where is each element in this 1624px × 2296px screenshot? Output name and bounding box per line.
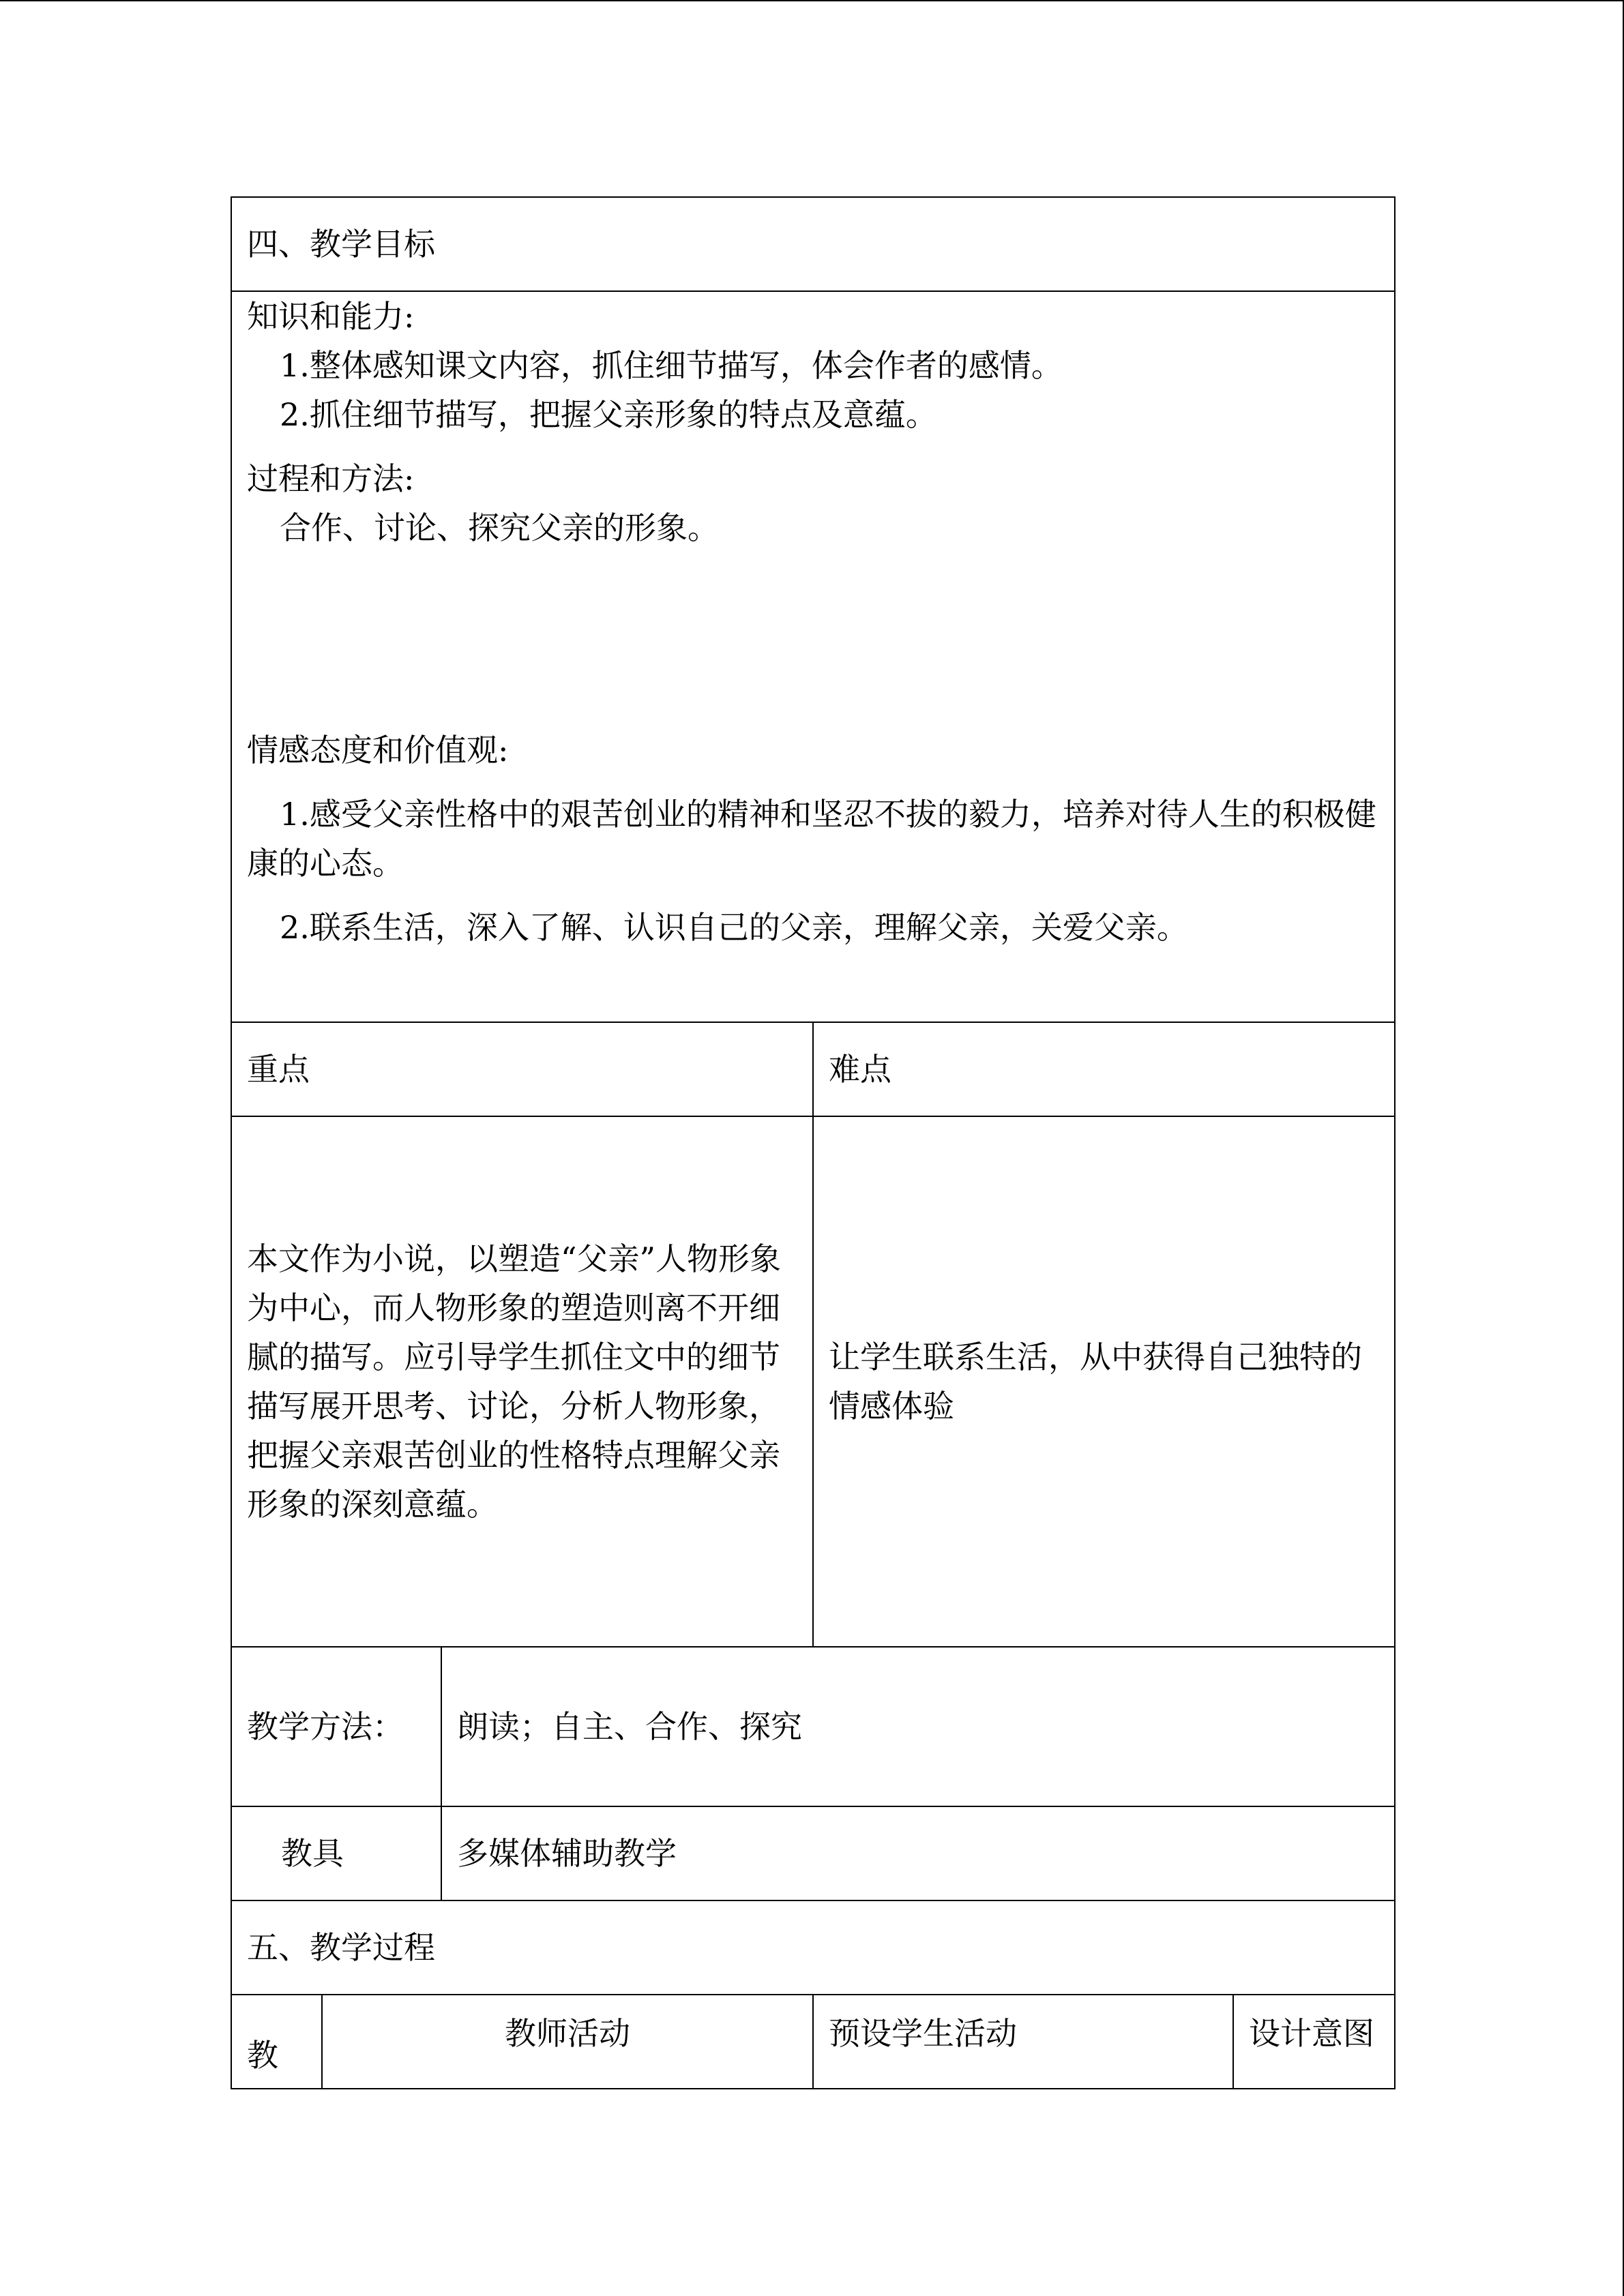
process-item-1: 合作、讨论、探究父亲的形象。 bbox=[280, 509, 719, 546]
lesson-plan-table bbox=[231, 196, 1396, 2089]
focus-text: 本文作为小说，以塑造“父亲”人物形象为中心，而人物形象的塑造则离不开细腻的描写。应引导学生抓住文中的细节描写展开思考、讨论，分析人物形象，把握父亲艰苦创业的性格特点理解父亲形象的深刻意蕴。 bbox=[231, 1116, 813, 1647]
difficulty-header: 难点 bbox=[813, 1022, 1395, 1116]
process-col-3-header: 预设学生活动 bbox=[813, 1995, 1233, 2089]
knowledge-item-1: 1.整体感知课文内容，抓住细节描写，体会作者的感情。 bbox=[280, 347, 1063, 384]
section-4-title: 四、教学目标 bbox=[231, 197, 1395, 291]
difficulty-text: 让学生联系生活，从中获得自己独特的情感体验 bbox=[813, 1116, 1395, 1647]
process-col-2-header: 教师活动 bbox=[322, 1995, 813, 2089]
teaching-tools-value: 多媒体辅助教学 bbox=[441, 1806, 1395, 1900]
knowledge-label: 知识和能力: bbox=[247, 298, 415, 335]
teaching-method-value: 朗读；自主、合作、探究 bbox=[441, 1647, 1395, 1806]
teaching-tools-label: 教具 bbox=[231, 1806, 441, 1900]
teaching-method-label: 教学方法： bbox=[231, 1647, 441, 1806]
emotion-item-1: 1.感受父亲性格中的艰苦创业的精神和坚忍不拔的毅力，培养对待人生的积极健康的心态。 bbox=[247, 796, 1376, 882]
knowledge-item-2: 2.抓住细节描写，把握父亲形象的特点及意蕴。 bbox=[280, 396, 937, 433]
section-5-title: 五、教学过程 bbox=[231, 1900, 1395, 1995]
process-col-4-header: 设计意图 bbox=[1233, 1995, 1395, 2089]
emotion-item-2: 2.联系生活，深入了解、认识自己的父亲，理解父亲，关爱父亲。 bbox=[280, 909, 1188, 946]
focus-header: 重点 bbox=[231, 1022, 813, 1116]
teaching-objectives-cell bbox=[231, 291, 1395, 1022]
process-col-1-header: 教 bbox=[231, 1995, 322, 2089]
emotion-label: 情感态度和价值观: bbox=[247, 732, 509, 769]
process-label: 过程和方法: bbox=[247, 460, 415, 497]
